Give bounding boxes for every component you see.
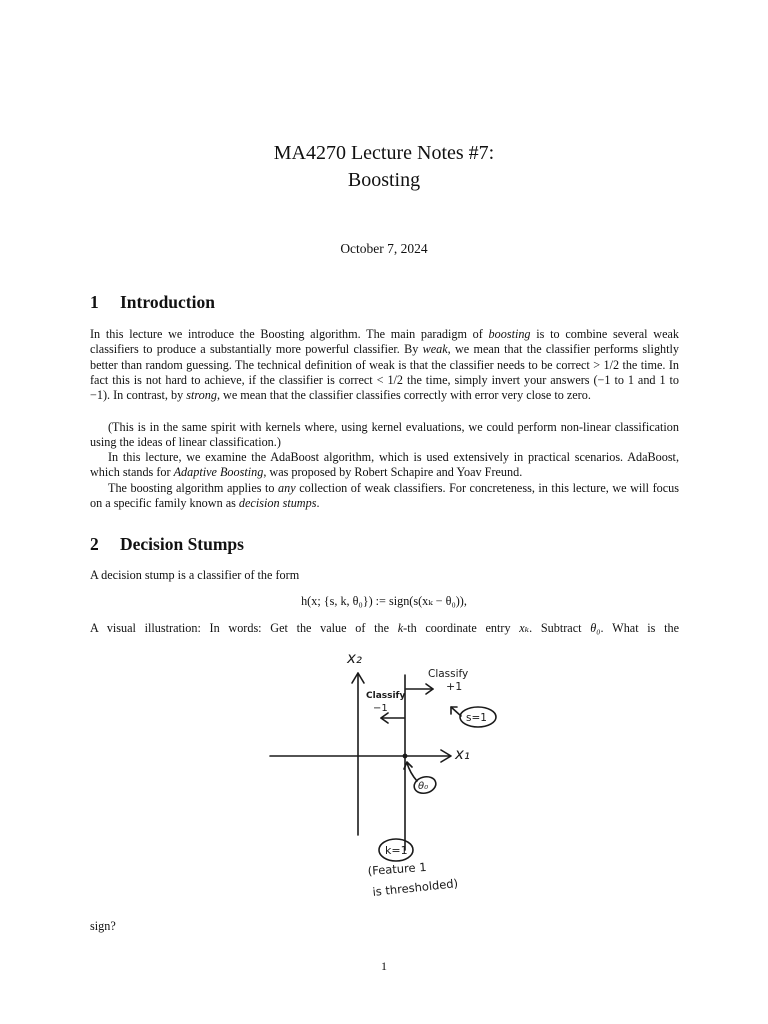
theta-label: θ₀ bbox=[418, 781, 429, 792]
threshold-point bbox=[403, 754, 408, 759]
k-label: k=1 bbox=[385, 844, 408, 857]
intro-paragraph-1 bbox=[90, 327, 679, 403]
sign-question: sign? bbox=[90, 919, 116, 933]
visual-line bbox=[90, 621, 679, 636]
title-line-2: Boosting bbox=[347, 169, 421, 191]
emphasis-decision-stumps: decision stumps bbox=[238, 496, 317, 511]
math-theta0: θ₀ bbox=[590, 621, 601, 635]
x2-axis-label: x₂ bbox=[347, 649, 362, 667]
x1-axis-label: x₁ bbox=[455, 745, 470, 763]
text-run: . bbox=[316, 496, 320, 511]
emphasis-boosting: boosting bbox=[488, 327, 531, 341]
theta-pointer-arrow bbox=[407, 763, 417, 781]
intro-paragraph-4 bbox=[90, 481, 679, 512]
text-run: The boosting algorithm applies to bbox=[108, 481, 279, 495]
text-run: , we mean that the classifier classifies correctly with error very close to zero. bbox=[216, 388, 591, 403]
text-run: is to combine several weak classifiers to produce a substantially more powerful classifier. By bbox=[90, 327, 679, 357]
s-label: s=1 bbox=[466, 712, 487, 724]
stumps-lead-sentence: A decision stump is a classifier of the form bbox=[90, 568, 300, 582]
text-run: . Subtract bbox=[529, 621, 591, 635]
classify-pos-label: Classify bbox=[428, 668, 469, 680]
text-run: , was proposed by Robert Schapire and Yoav Freund. bbox=[263, 465, 523, 480]
section-number: 2 bbox=[90, 534, 99, 554]
section-number: 1 bbox=[90, 292, 99, 312]
intro-paragraph-2: (This is in the same spirit with kernels where, using kernel evaluations, we could perform non-linear classification using the ideas of linear classification.) bbox=[90, 420, 679, 450]
section-title: Decision Stumps bbox=[120, 534, 244, 554]
text-run: In this lecture, we examine the AdaBoost algorithm, which is used extensively in practical scenarios. AdaBoost, which stands for bbox=[90, 450, 679, 480]
math-xk: xₖ bbox=[519, 621, 530, 635]
page-number: 1 bbox=[381, 959, 387, 973]
text-run: -th coordinate entry bbox=[403, 621, 520, 635]
document-title bbox=[0, 140, 768, 194]
text-run: collection of weak classifiers. For concreteness, in this lecture, we will focus on a specific family known as bbox=[90, 481, 679, 511]
section-heading-introduction bbox=[90, 292, 215, 313]
text-run: A visual illustration: In words: Get the value of the bbox=[90, 621, 398, 635]
feature-note-line-1: (Feature 1 bbox=[367, 859, 427, 878]
text-run: . What is the bbox=[600, 621, 680, 635]
section-heading-decision-stumps bbox=[90, 534, 244, 555]
emphasis-adaptive-boosting: Adaptive Boosting bbox=[173, 465, 264, 480]
intro-paragraph-3 bbox=[90, 450, 679, 481]
visual-illustration-sentence bbox=[90, 621, 679, 636]
document-date: October 7, 2024 bbox=[340, 241, 428, 256]
math-k: k bbox=[397, 621, 404, 635]
s-pointer-arrow bbox=[451, 707, 461, 716]
section-title: Introduction bbox=[120, 292, 215, 312]
emphasis-strong: strong bbox=[186, 388, 217, 403]
emphasis-any: any bbox=[278, 481, 296, 495]
classify-neg-label: Classify bbox=[366, 691, 406, 701]
text-run: In this lecture we introduce the Boosting algorithm. The main paradigm of bbox=[90, 327, 489, 341]
classify-neg-value: −1 bbox=[373, 703, 388, 714]
text-run: , we mean that the classifier performs slightly better than random guessing. The technical definition of weak is that the classifier needs to be correct > 1/2 the time. In fact this is not hard to achieve, if the classifier is correct < 1/2 the time, simply invert your answers (−1 to 1 and 1 to −1). In contrast, by bbox=[90, 342, 679, 403]
feature-note-line-2: is thresholded) bbox=[371, 876, 459, 899]
title-line-1: MA4270 Lecture Notes #7: bbox=[273, 142, 495, 164]
decision-stump-sketch bbox=[265, 645, 505, 900]
decision-stump-equation: h(x; {s, k, θ₀}) := sign(s(xₖ − θ₀)), bbox=[301, 594, 467, 608]
emphasis-weak: weak bbox=[422, 342, 448, 357]
classify-pos-value: +1 bbox=[446, 680, 463, 693]
